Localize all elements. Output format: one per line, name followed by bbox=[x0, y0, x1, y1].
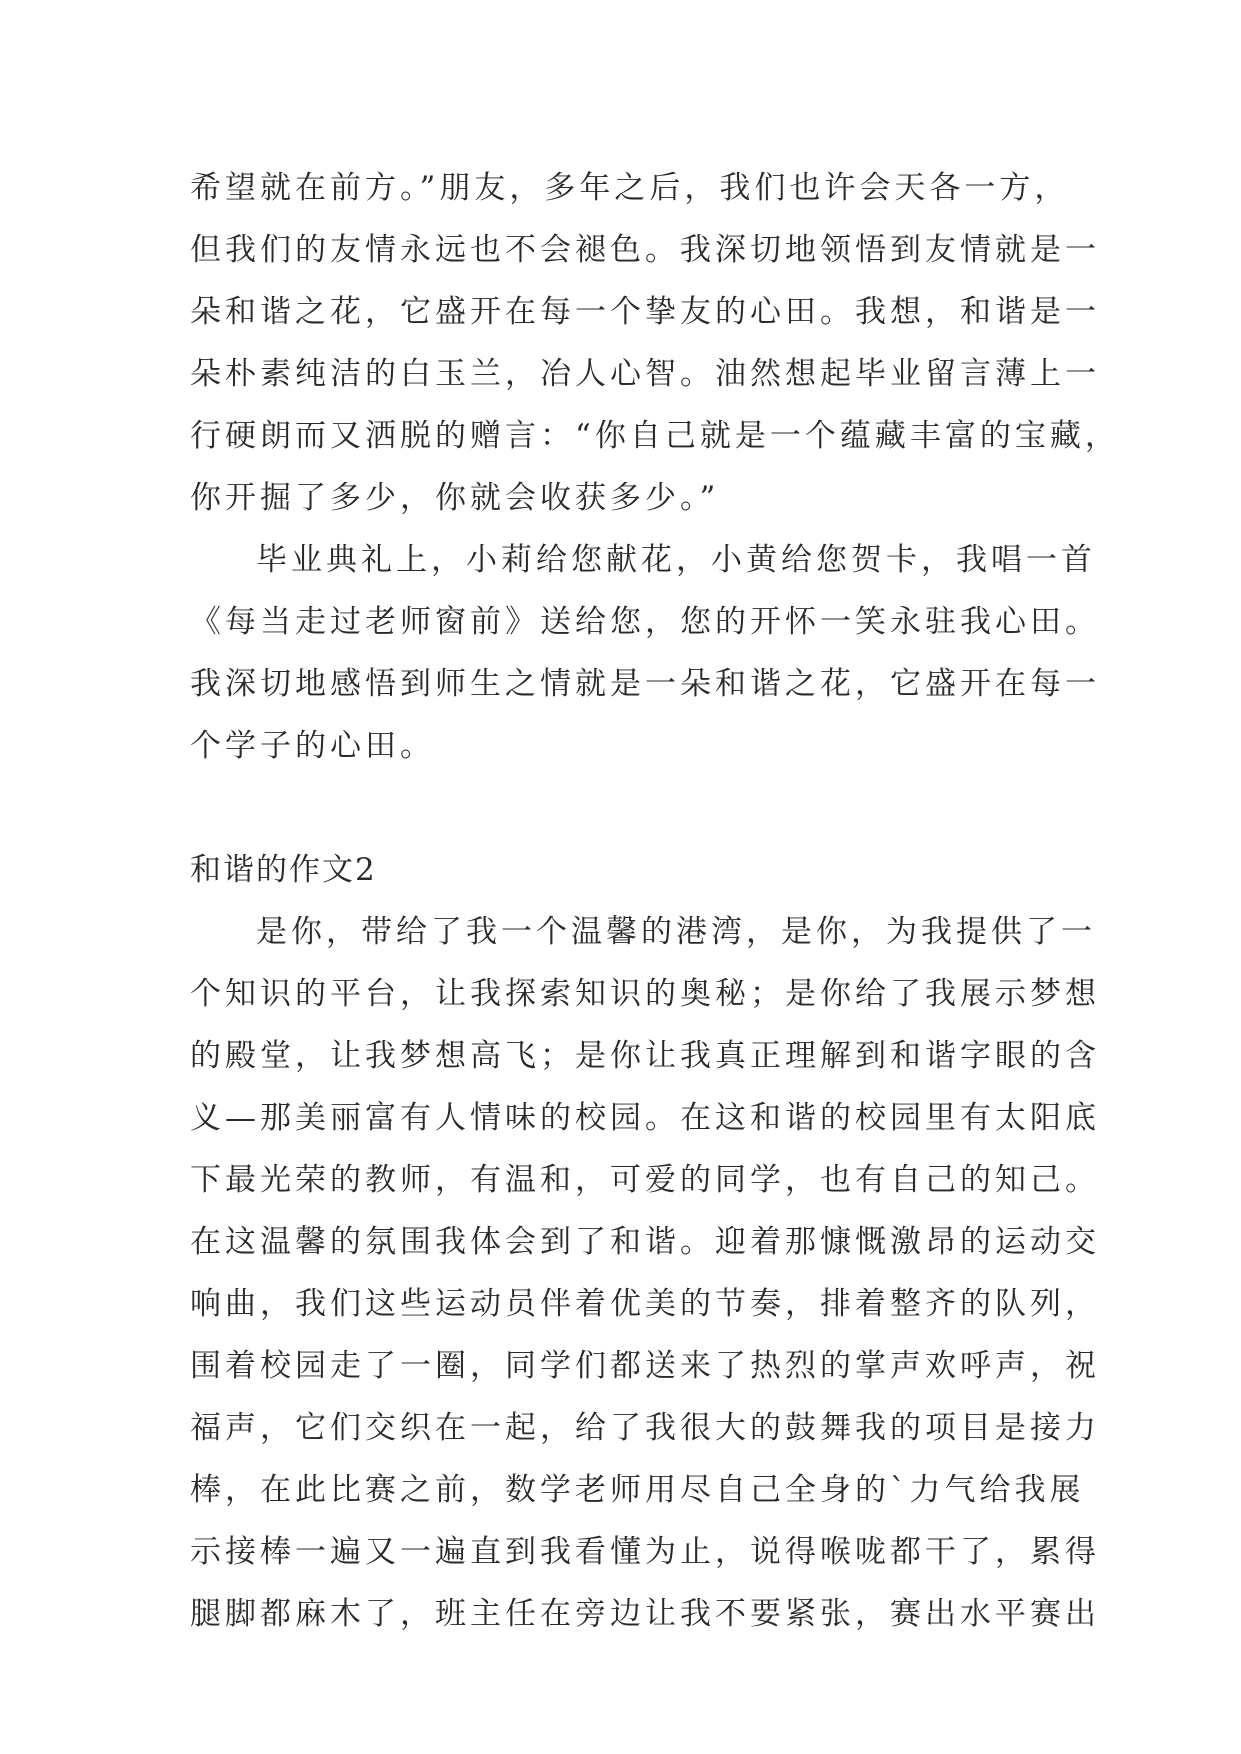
paragraph-line: 希望就在前方。”朋友，多年之后，我们也许会天各一方， bbox=[190, 170, 1070, 206]
paragraph-line: 行硬朗而又洒脱的赠言：“你自己就是一个蕴藏丰富的宝藏， bbox=[190, 418, 1120, 454]
paragraph-line: 福声，它们交织在一起，给了我很大的鼓舞我的项目是接力 bbox=[190, 1410, 1100, 1446]
section-heading: 和谐的作文2 bbox=[190, 852, 377, 888]
paragraph-line: 个知识的平台，让我探索知识的奥秘；是你给了我展示梦想 bbox=[190, 976, 1100, 1012]
paragraph-line: 义—那美丽富有人情味的校园。在这和谐的校园里有太阳底 bbox=[190, 1100, 1100, 1136]
paragraph-line: 的殿堂，让我梦想高飞；是你让我真正理解到和谐字眼的含 bbox=[190, 1038, 1100, 1074]
paragraph-line: 但我们的友情永远也不会褪色。我深切地领悟到友情就是一 bbox=[190, 232, 1100, 268]
paragraph-line: 你开掘了多少，你就会收获多少。” bbox=[190, 480, 720, 516]
paragraph-line: 个学子的心田。 bbox=[190, 728, 435, 764]
paragraph-line: 我深切地感悟到师生之情就是一朵和谐之花，它盛开在每一 bbox=[190, 666, 1100, 702]
paragraph-line: 朵和谐之花，它盛开在每一个挚友的心田。我想，和谐是一 bbox=[190, 294, 1100, 330]
paragraph-line: 下最光荣的教师，有温和，可爱的同学，也有自己的知己。 bbox=[190, 1162, 1100, 1198]
paragraph-line: 《每当走过老师窗前》送给您，您的开怀一笑永驻我心田。 bbox=[190, 604, 1100, 640]
paragraph-line: 腿脚都麻木了，班主任在旁边让我不要紧张，赛出水平赛出 bbox=[190, 1596, 1100, 1632]
paragraph-line: 棒，在此比赛之前，数学老师用尽自己全身的`力气给我展 bbox=[190, 1472, 1085, 1508]
paragraph-line: 毕业典礼上，小莉给您献花，小黄给您贺卡，我唱一首 bbox=[256, 542, 1096, 578]
paragraph-line: 示接棒一遍又一遍直到我看懂为止，说得喉咙都干了，累得 bbox=[190, 1534, 1100, 1570]
paragraph-line: 是你，带给了我一个温馨的港湾，是你，为我提供了一 bbox=[256, 914, 1096, 950]
paragraph-line: 在这温馨的氛围我体会到了和谐。迎着那慷慨激昂的运动交 bbox=[190, 1224, 1100, 1260]
paragraph-line: 围着校园走了一圈，同学们都送来了热烈的掌声欢呼声，祝 bbox=[190, 1348, 1100, 1384]
paragraph-line: 响曲，我们这些运动员伴着优美的节奏，排着整齐的队列， bbox=[190, 1286, 1100, 1322]
paragraph-line: 朵朴素纯洁的白玉兰，冶人心智。油然想起毕业留言薄上一 bbox=[190, 356, 1100, 392]
